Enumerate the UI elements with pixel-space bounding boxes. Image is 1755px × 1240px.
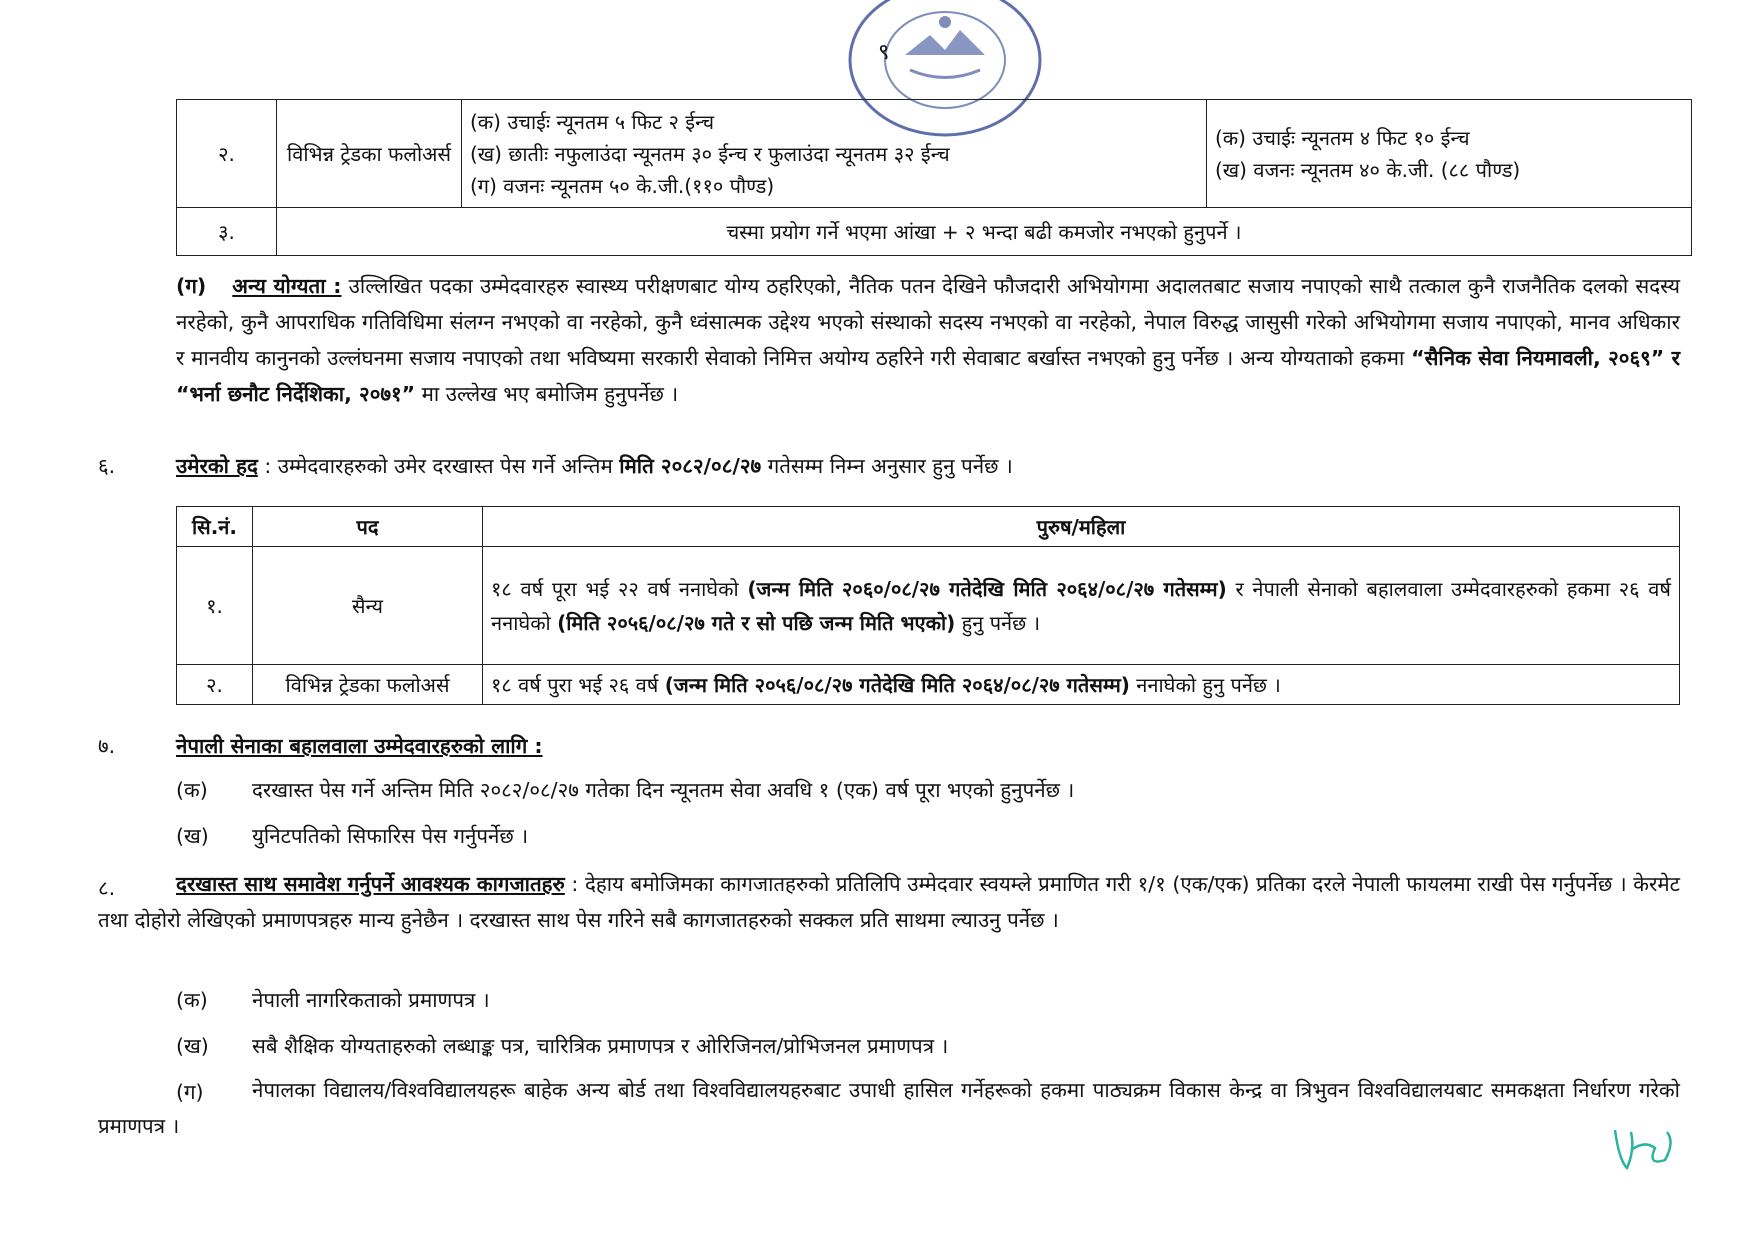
requirement-line: (ख) छातीः नफुलाउंदा न्यूनतम ३० ईन्च र फुलाउंदा न्यूनतम ३२ ईन्च xyxy=(470,141,950,166)
physical-requirements-table xyxy=(176,99,1692,256)
rule-text: हुनु पर्नेछ । xyxy=(955,610,1041,635)
list-item-text: दरखास्त पेस गर्ने अन्तिम मिति २०८२/०८/२७ गतेका दिन न्यूनतम सेवा अवधि १ (एक) वर्ष पूरा भएको हुनुपर्नेछ । xyxy=(252,778,1075,802)
rule-bold: (मिति २०५६/०८/२७ गते र सो पछि जन्म मिति भएको) xyxy=(557,610,956,635)
other-qualification-paragraph xyxy=(176,268,1680,412)
table-row xyxy=(177,100,1692,208)
section-body: : उम्मेदवारहरुको उमेर दरखास्त पेस गर्ने अन्तिम xyxy=(257,454,620,478)
column-header: पद xyxy=(253,507,483,547)
male-requirements-cell xyxy=(462,100,1207,208)
requirement-line: (ग) वजनः न्यूनतम ५० के.जी.(११० पौण्ड) xyxy=(470,173,775,198)
list-item-label: (ख) xyxy=(176,1034,209,1058)
section-number: ६. xyxy=(98,454,116,478)
serial-cell: २. xyxy=(177,100,277,208)
list-item-text: युनिटपतिको सिफारिस पेस गर्नुपर्नेछ । xyxy=(252,824,529,848)
list-item-label: (ख) xyxy=(176,824,209,848)
post-cell: विभिन्न ट्रेडका फलोअर्स xyxy=(253,665,483,705)
list-item-label: (क) xyxy=(176,778,208,802)
list-item-text: सबै शैक्षिक योग्यताहरुको लब्धाङ्क पत्र, चारित्रिक प्रमाणपत्र र ओरिजिनल/प्रोभिजनल प्रमाणपत्र । xyxy=(252,1034,949,1058)
section-number: ८. xyxy=(98,876,116,900)
post-cell: सैन्य xyxy=(253,547,483,665)
list-item-text: नेपालका विद्यालय/विश्वविद्यालयहरू बाहेक अन्य बोर्ड तथा विश्वविद्यालयहरुबाट उपाधी हासिल गर्नेहरूको हकमा पाठ्यक्रम विकास केन्द्र वा त्रिभुवन विश्वविद्यालयबाट समकक्षता निर्धारण गरेको प्रमाणपत्र । xyxy=(98,1078,1680,1138)
section-heading: अन्य योग्यता : xyxy=(232,274,342,298)
serial-cell: २. xyxy=(177,665,253,705)
rule-text: र नेपाली सेनाको बहालवाला उम्मेदवारहरुको हकमा २६ वर्ष ननाघेको xyxy=(491,576,1671,635)
post-cell: विभिन्न ट्रेडका फलोअर्स xyxy=(277,100,462,208)
table-row xyxy=(177,665,1680,705)
column-header: सि.नं. xyxy=(177,507,253,547)
requirement-line: (ख) वजनः न्यूनतम ४० के.जी. (८८ पौण्ड) xyxy=(1215,157,1521,182)
page-number: ९ xyxy=(878,40,890,65)
age-limit-line xyxy=(176,452,1013,480)
list-item-label: (ग) xyxy=(176,1080,204,1104)
section-body: उल्लिखित पदका उम्मेदवारहरु स्वास्थ्य परीक्षणबाट योग्य ठहरिएको, नैतिक पतन देखिने फौजदारी अभियोगमा अदालतबाट सजाय नपाएको साथै तत्काल कुनै राजनैतिक दलको सदस्य नरहेको, कुनै आपराधिक गतिविधिमा संलग्न नभएको वा नरहेको, कुनै ध्वंसात्मक उद्देश्य भएको संस्थाको सदस्य नभएको वा नरहेको, नेपाल विरुद्ध जासुसी गरेको अभियोगमा सजाय नपाएको, मानव अधिकार र मानवीय कानुनको उल्लंघनमा सजाय नपाएको तथा भविष्यमा सरकारी सेवाको निमित्त अयोग्य ठहरिने गरी सेवाबाट बर्खास्त नभएको हुनु पर्नेछ । अन्य योग्यताको हकमा xyxy=(176,274,1680,370)
section-body: : देहाय बमोजिमका कागजातहरुको प्रतिलिपि उम्मेदवार स्वयम्ले प्रमाणित गरी १/१ (एक/एक) प्रतिका दरले नेपाली फायलमा राखी पेस गर्नुपर्नेछ । केरमेट तथा दोहोरो लेखिएको प्रमाणपत्रहरु मान्य हुनेछैन । दरखास्त साथ पेस गरिने सबै कागजातहरुको सक्कल प्रति साथमा ल्याउनु पर्नेछ । xyxy=(98,872,1680,932)
list-item-label: (क) xyxy=(176,988,208,1012)
rule-text: १८ वर्ष पुरा भई २६ वर्ष xyxy=(491,672,665,697)
list-item-text: नेपाली नागरिकताको प्रमाणपत्र । xyxy=(252,988,490,1012)
age-limit-table xyxy=(176,506,1680,705)
age-rule-cell xyxy=(483,547,1680,665)
documents-paragraph xyxy=(98,866,1680,938)
section-bold-text: “सैनिक सेवा नियमावली, २०६९” र “भर्ना छनौट निर्देशिका, २०७१” xyxy=(176,346,1681,406)
section-label: (ग) xyxy=(176,274,207,298)
deadline-date: मिति २०८२/०८/२७ xyxy=(619,454,762,478)
rule-text: १८ वर्ष पूरा भई २२ वर्ष ननाघेको xyxy=(491,576,748,601)
signature xyxy=(1605,1120,1695,1180)
requirement-line: (क) उचाईः न्यूनतम ५ फिट २ ईन्च xyxy=(470,109,715,134)
rule-text: ननाघेको हुनु पर्नेछ । xyxy=(1129,672,1281,697)
section-number: ७. xyxy=(98,734,116,758)
section-heading: उमेरको हद xyxy=(176,454,258,478)
age-rule-cell xyxy=(483,665,1680,705)
rule-bold: (जन्म मिति २०६०/०८/२७ गतेदेखि मिति २०६४/०८/२७ गतेसम्म) xyxy=(747,576,1227,601)
table-row xyxy=(177,547,1680,665)
rule-bold: (जन्म मिति २०५६/०८/२७ गतेदेखि मिति २०६४/०८/२७ गतेसम्म) xyxy=(664,672,1130,697)
serial-cell: ३. xyxy=(177,208,277,256)
signature-graphic xyxy=(1605,1120,1695,1180)
section-body: मा उल्लेख भए बमोजिम हुनुपर्नेछ । xyxy=(415,382,679,406)
section-body: गतेसम्म निम्न अनुसार हुनु पर्नेछ । xyxy=(761,454,1013,478)
section-heading: दरखास्त साथ समावेश गर्नुपर्ने आवश्यक कागजातहरु xyxy=(176,872,565,896)
column-header: पुरुष/महिला xyxy=(483,507,1680,547)
requirement-line: (क) उचाईः न्यूनतम ४ फिट १० ईन्च xyxy=(1215,125,1470,150)
female-requirements-cell xyxy=(1207,100,1692,208)
table-header-row xyxy=(177,507,1680,547)
serial-cell: १. xyxy=(177,547,253,665)
eyesight-cell: चस्मा प्रयोग गर्ने भएमा आंखा + २ भन्दा बढी कमजोर नभएको हुनुपर्ने । xyxy=(277,208,1692,256)
section-heading: नेपाली सेनाका बहालवाला उम्मेदवारहरुको लागि : xyxy=(176,734,543,758)
table-row xyxy=(177,208,1692,256)
